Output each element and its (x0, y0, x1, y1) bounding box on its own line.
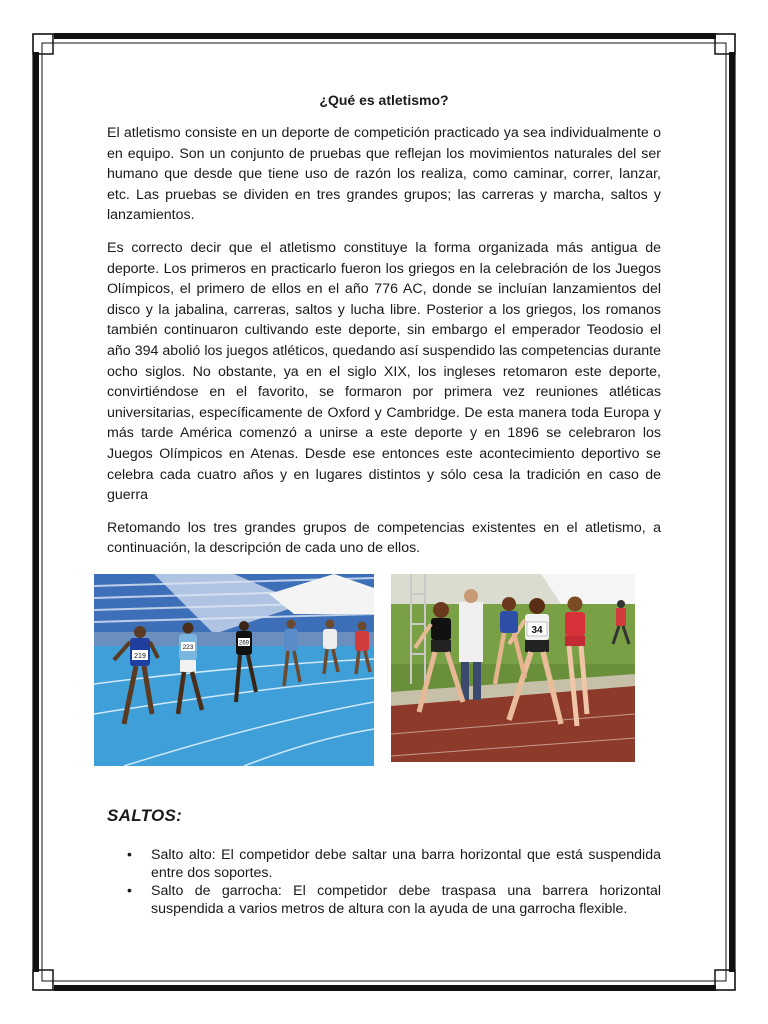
document-title: ¿Qué es atletismo? (319, 92, 449, 108)
photo-row (0, 574, 768, 766)
section-heading-saltos: SALTOS: (107, 806, 183, 825)
list-item (127, 846, 661, 882)
paragraph-intro: El atletismo consiste en un deporte de competición practicado ya sea individualmente o en equipo. Son un conjunto de pruebas que reflejan los movimientos naturales del ser humano que desde que tiene uso de razón los realiza, como caminar, correr, lanzar, etc. Las pruebas se dividen en tres grandes grupos; las carreras y marcha, saltos y lanzamientos. (107, 125, 661, 224)
bib-34: 34 (531, 625, 543, 636)
bullet-icon: • (127, 883, 132, 899)
saltos-list (107, 846, 661, 918)
list-item (127, 882, 661, 918)
paragraph-history: Es correcto decir que el atletismo constituye la forma organizada más antigua de deporte. Los primeros en practicarlo fueron los griegos en la celebración de los Juegos Olímpicos, el primero de ellos en el año 776 AC, donde se incluían lanzamientos del disco y la jabalina, carreras, saltos y lucha libre. Posterior a los griegos, los romanos también continuaron cultivando este deporte, sin embargo el emperador Teodosio el año 394 abolió los juegos atléticos, quedando así suspendido las competencias durante ocho siglos. No obstante, ya en el siglo XIX, los ingleses retomaron este deporte, convirtiéndose en el favorito, se formaron por primera vez reuniones atléticas universitarias, específicamente de Oxford y Cambridge. De esta manera toda Europa y más tarde América comenzó a unirse a este deporte y en 1896 se celebraron los Juegos Olímpicos en Atenas. Desde ese entonces este acontecimiento deportivo se celebra cada cuatro años y en lugares distintos y sólo cesa la tradición en caso de guerra (107, 239, 661, 504)
sprinters-photo (94, 574, 374, 766)
list-item-text: Salto de garrocha: El competidor debe traspasa una barrera horizontal suspendida a varios metros de altura con la ayuda de una garrocha flexible. (151, 883, 661, 917)
bib-223: 223 (182, 644, 194, 651)
list-item-text: Salto alto: El competidor debe saltar una barra horizontal que está suspendida entre dos soportes. (151, 847, 661, 881)
paragraph-transition: Retomando los tres grandes grupos de competencias existentes en el atletismo, a continuación, la descripción de cada uno de ellos. (107, 519, 661, 557)
runners-photo (391, 574, 635, 762)
document-body (107, 92, 661, 571)
bib-219: 219 (134, 653, 146, 660)
bullet-icon: • (127, 847, 132, 863)
bib-269: 269 (238, 640, 250, 647)
